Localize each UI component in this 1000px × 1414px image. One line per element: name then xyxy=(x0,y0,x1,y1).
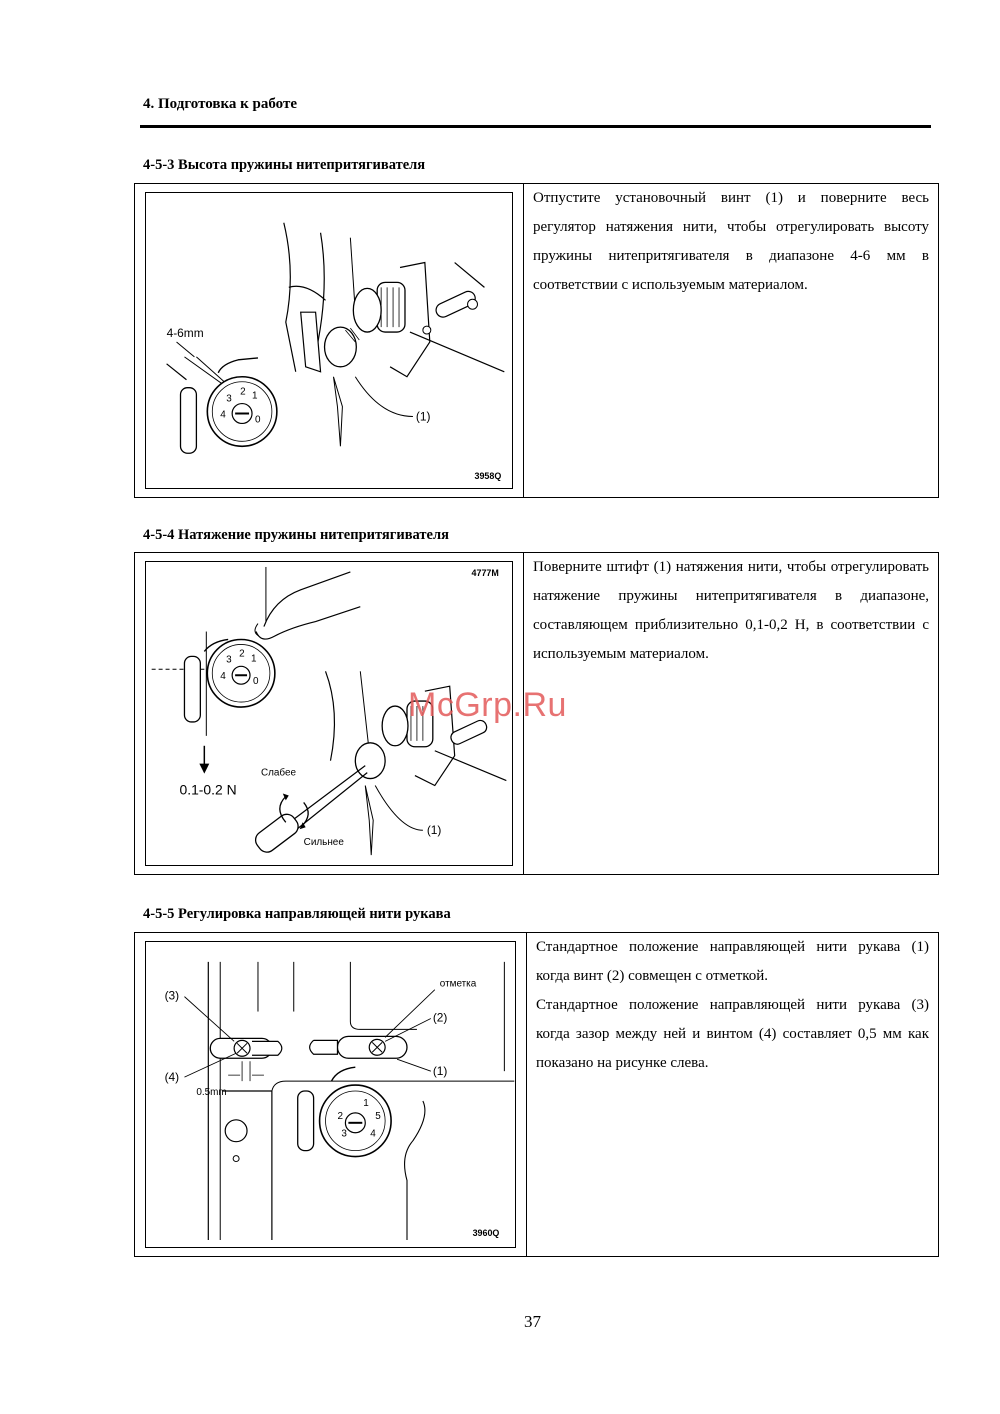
chapter-heading: 4. Подготовка к работе xyxy=(143,96,297,112)
watermark: McGrp.Ru xyxy=(408,686,567,724)
instruction-paragraph: Стандартное положение направляющей нити рукава (1) когда винт (2) совмещен с отметкой. xyxy=(536,939,929,984)
instruction-paragraph: Поверните штифт (1) натяжения нити, чтобы отрегулировать натяжение пружины нитепритягивателя в диапазоне, составляющем приблизительно 0,1-0,2 Н, в соответствии с используемым материалом. xyxy=(533,559,929,662)
part-label-2: (2) xyxy=(432,1010,448,1025)
dial-digit: 0 xyxy=(255,414,261,426)
dial-digit: 4 xyxy=(220,409,226,421)
figure-4-5-3 xyxy=(135,184,524,497)
dial-digit: 4 xyxy=(370,1128,376,1140)
instruction-paragraph: Стандартное положение направляющей нити рукава (3) когда зазор между ней и винтом (4) составляет 0,5 мм как показано на рисунке слева. xyxy=(536,997,929,1071)
dial-digit: 3 xyxy=(226,654,232,666)
dial-digit: 3 xyxy=(226,393,232,405)
weaker-label: Слабее xyxy=(260,767,297,779)
dial-digit: 1 xyxy=(252,390,258,402)
section-text-4-5-3 xyxy=(524,184,938,497)
dial-digit: 4 xyxy=(220,671,226,683)
part-label-1: (1) xyxy=(432,1064,448,1079)
dial-digit: 1 xyxy=(363,1097,369,1109)
dial-digit: 2 xyxy=(239,648,245,660)
part-label-1: (1) xyxy=(426,823,442,838)
part-label-4: (4) xyxy=(164,1070,180,1085)
figure-frame xyxy=(145,192,513,489)
section-title-4-5-5: 4-5-5 Регулировка направляющей нити рукава xyxy=(143,906,451,922)
page-number: 37 xyxy=(524,1312,541,1331)
section-box-4-5-5 xyxy=(134,932,939,1257)
dial-digit: 5 xyxy=(375,1110,381,1122)
thread-guide-illustration xyxy=(146,942,515,1247)
dial-digit: 3 xyxy=(341,1128,347,1140)
spring-height-illustration xyxy=(146,193,512,488)
dimension-label: 4-6mm xyxy=(166,326,204,341)
section-text-4-5-5 xyxy=(527,933,938,1256)
figure-code: 3960Q xyxy=(472,1228,500,1239)
figure-code: 3958Q xyxy=(474,471,502,482)
header-rule xyxy=(140,125,931,128)
figure-frame xyxy=(145,941,516,1248)
figure-4-5-5 xyxy=(135,933,527,1256)
part-label-1: (1) xyxy=(415,409,431,424)
section-box-4-5-3 xyxy=(134,183,939,498)
mark-label: отметка xyxy=(439,978,477,990)
section-text-4-5-4 xyxy=(524,553,938,874)
dial-digit: 1 xyxy=(251,653,257,665)
stronger-label: Сильнее xyxy=(303,837,344,849)
figure-code: 4777M xyxy=(471,567,499,578)
part-label-3: (3) xyxy=(164,988,180,1003)
dial-digit: 0 xyxy=(253,676,259,688)
dial-digit: 2 xyxy=(337,1110,343,1122)
section-title-4-5-4: 4-5-4 Натяжение пружины нитепритягивателя xyxy=(143,527,449,543)
instruction-paragraph: Отпустите установочный винт (1) и поверните весь регулятор натяжения нити, чтобы отрегулировать высоту пружины нитепритягивателя в диапазоне 4-6 мм в соответствии с используемым материалом. xyxy=(533,190,929,293)
force-label: 0.1-0.2 N xyxy=(179,781,237,798)
dial-digit: 2 xyxy=(240,386,246,398)
gap-label: 0.5mm xyxy=(196,1086,227,1098)
section-title-4-5-3: 4-5-3 Высота пружины нитепритягивателя xyxy=(143,157,426,173)
